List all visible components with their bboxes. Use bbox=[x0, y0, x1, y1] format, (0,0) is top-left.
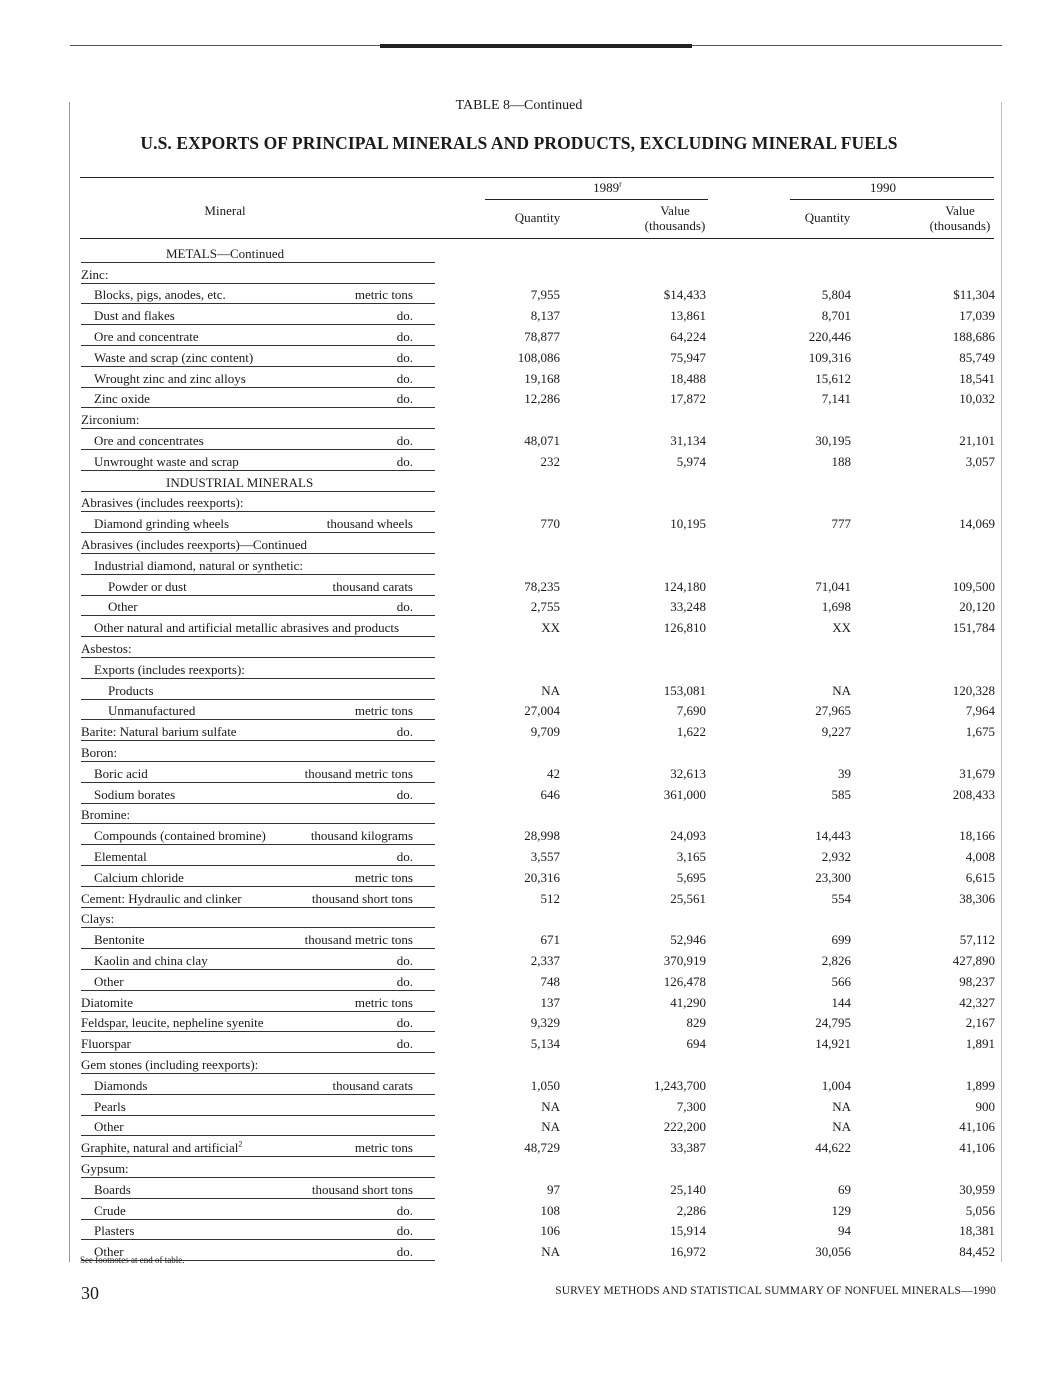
table-row bbox=[0, 741, 1038, 762]
quantity-1990: NA bbox=[832, 1119, 851, 1135]
value-1989: 126,478 bbox=[663, 973, 706, 989]
value-1990: 30,959 bbox=[959, 1181, 995, 1197]
mineral-name: Sodium borates bbox=[94, 786, 176, 802]
quantity-1989: 78,235 bbox=[524, 578, 560, 594]
quantity-1989: 137 bbox=[540, 994, 560, 1010]
header-year-1990: 1990 bbox=[870, 180, 896, 195]
table-row bbox=[0, 700, 1038, 721]
table-row bbox=[0, 949, 1038, 970]
quantity-1990: 2,932 bbox=[821, 848, 851, 864]
table-row bbox=[0, 325, 1038, 346]
mineral-name: Waste and scrap (zinc content) bbox=[94, 349, 254, 365]
quantity-1990: 7,141 bbox=[821, 391, 851, 407]
table-row bbox=[0, 1136, 1038, 1157]
quantity-1990: 39 bbox=[838, 765, 851, 781]
mineral-name: Zirconium: bbox=[81, 412, 140, 428]
value-1989: 1,243,700 bbox=[654, 1077, 706, 1093]
table-row bbox=[0, 388, 1038, 409]
quantity-1989: 8,137 bbox=[530, 308, 560, 324]
value-1990: 188,686 bbox=[952, 328, 995, 344]
value-1989: 15,914 bbox=[670, 1223, 706, 1239]
quantity-1990: 109,316 bbox=[808, 349, 851, 365]
value-1989: 124,180 bbox=[663, 578, 706, 594]
value-1990: 57,112 bbox=[959, 932, 995, 948]
mineral-name: Zinc: bbox=[81, 266, 109, 282]
page-number: 30 bbox=[81, 1283, 99, 1303]
quantity-1989: 27,004 bbox=[524, 703, 560, 719]
quantity-1989: 646 bbox=[540, 786, 560, 802]
table-row bbox=[0, 783, 1038, 804]
mineral-name: Asbestos: bbox=[81, 640, 132, 656]
quantity-1990: 94 bbox=[838, 1223, 851, 1239]
unit-label: do. bbox=[396, 1244, 413, 1260]
value-1990: 1,891 bbox=[965, 1036, 995, 1052]
mineral-name: Pearls bbox=[94, 1098, 126, 1114]
table-row bbox=[0, 346, 1038, 367]
quantity-1990: XX bbox=[832, 620, 851, 636]
header-mineral: Mineral bbox=[204, 203, 246, 218]
value-1989: 18,488 bbox=[670, 370, 706, 386]
mineral-name: Ore and concentrates bbox=[94, 432, 204, 448]
table-title: U.S. EXPORTS OF PRINCIPAL MINERALS AND PRODUCTS, EXCLUDING MINERAL FUELS bbox=[140, 133, 898, 153]
quantity-1989: 106 bbox=[540, 1223, 560, 1239]
unit-label: do. bbox=[396, 1223, 413, 1239]
value-1989: 361,000 bbox=[663, 786, 706, 802]
quantity-1990: 14,921 bbox=[815, 1036, 851, 1052]
table-row bbox=[0, 720, 1038, 741]
mineral-name: Compounds (contained bromine) bbox=[94, 828, 266, 844]
unit-label: thousand kilograms bbox=[310, 828, 413, 844]
unit-label: thousand metric tons bbox=[304, 765, 413, 781]
table-row bbox=[0, 492, 1038, 513]
quantity-1990: 144 bbox=[831, 994, 851, 1010]
quantity-1989: 48,071 bbox=[524, 432, 560, 448]
value-1989: 24,093 bbox=[670, 828, 706, 844]
header-value-1990: Value (thousands) bbox=[929, 203, 991, 233]
unit-label: do. bbox=[396, 952, 413, 968]
table-row bbox=[0, 762, 1038, 783]
mineral-name: Bentonite bbox=[94, 932, 145, 948]
value-1990: 427,890 bbox=[952, 952, 995, 968]
value-1989: 16,972 bbox=[670, 1244, 706, 1260]
value-1990: 3,057 bbox=[965, 453, 995, 469]
mineral-name: Bromine: bbox=[81, 807, 131, 823]
mineral-name: Boric acid bbox=[94, 765, 148, 781]
table-row bbox=[0, 242, 1038, 263]
unit-label: do. bbox=[396, 328, 413, 344]
mineral-name: Cement: Hydraulic and clinker bbox=[81, 890, 242, 906]
quantity-1989: NA bbox=[541, 1244, 560, 1260]
mineral-name: Diamonds bbox=[94, 1077, 148, 1093]
mineral-name: Other bbox=[108, 599, 138, 615]
value-1989: 10,195 bbox=[670, 516, 706, 532]
unit-label: thousand short tons bbox=[311, 1181, 413, 1197]
table-row bbox=[0, 991, 1038, 1012]
value-1989: $14,433 bbox=[663, 287, 706, 303]
table-row bbox=[0, 679, 1038, 700]
table-row bbox=[0, 866, 1038, 887]
table-row bbox=[0, 637, 1038, 658]
mineral-name: Diatomite bbox=[81, 994, 133, 1010]
mineral-name: Calcium chloride bbox=[94, 869, 184, 885]
quantity-1989: 232 bbox=[540, 453, 560, 469]
unit-label: thousand metric tons bbox=[304, 932, 413, 948]
mineral-name: Abrasives (includes reexports): bbox=[81, 495, 244, 511]
mineral-name: METALS—Continued bbox=[166, 245, 285, 261]
value-1989: 75,947 bbox=[670, 349, 706, 365]
unit-label: metric tons bbox=[354, 1140, 413, 1156]
mineral-name: Unmanufactured bbox=[108, 703, 196, 719]
value-1990: 41,106 bbox=[959, 1140, 995, 1156]
quantity-1989: 28,998 bbox=[524, 828, 560, 844]
footnote-marker: 2 bbox=[238, 1139, 243, 1149]
header-top-rule bbox=[80, 177, 994, 178]
quantity-1990: 777 bbox=[831, 516, 851, 532]
table-row bbox=[0, 1032, 1038, 1053]
value-1989: 5,695 bbox=[676, 869, 706, 885]
quantity-1990: 14,443 bbox=[815, 828, 851, 844]
table-row bbox=[0, 804, 1038, 825]
quantity-1989: 108 bbox=[540, 1202, 560, 1218]
value-1990: 4,008 bbox=[965, 848, 995, 864]
table-row bbox=[0, 1095, 1038, 1116]
year-1990-rule bbox=[790, 199, 994, 200]
value-1990: 151,784 bbox=[952, 620, 995, 636]
unit-label: do. bbox=[396, 349, 413, 365]
quantity-1990: 188 bbox=[831, 453, 851, 469]
value-1989: 222,200 bbox=[663, 1119, 706, 1135]
value-1990: 31,679 bbox=[959, 765, 995, 781]
quantity-1989: 48,729 bbox=[524, 1140, 560, 1156]
mineral-name: Unwrought waste and scrap bbox=[94, 453, 239, 469]
mineral-name: Clays: bbox=[81, 911, 115, 927]
quantity-1990: 5,804 bbox=[821, 287, 851, 303]
quantity-1990: 1,004 bbox=[821, 1077, 851, 1093]
table-row bbox=[0, 512, 1038, 533]
running-title: SURVEY METHODS AND STATISTICAL SUMMARY OF NONFUEL MINERALS—1990 bbox=[555, 1285, 996, 1297]
quantity-1989: NA bbox=[541, 1098, 560, 1114]
quantity-1990: 30,195 bbox=[815, 432, 851, 448]
quantity-1990: 9,227 bbox=[821, 724, 851, 740]
unit-label: do. bbox=[396, 599, 413, 615]
table-caption: TABLE 8—Continued bbox=[455, 98, 583, 113]
value-1990: 900 bbox=[975, 1098, 995, 1114]
table-row bbox=[0, 658, 1038, 679]
header-bottom-rule bbox=[80, 238, 994, 239]
header-year-1989: 1989$^r$ bbox=[593, 179, 622, 195]
quantity-1989: NA bbox=[541, 682, 560, 698]
value-1989: 126,810 bbox=[663, 620, 706, 636]
value-1990: 38,306 bbox=[959, 890, 995, 906]
quantity-1989: 1,050 bbox=[530, 1077, 560, 1093]
value-1989: 32,613 bbox=[670, 765, 706, 781]
unit-label: thousand carats bbox=[332, 578, 413, 594]
year-1989-rule bbox=[485, 199, 708, 200]
table-row bbox=[0, 575, 1038, 596]
value-1990: 6,615 bbox=[965, 869, 995, 885]
value-1990: 10,032 bbox=[959, 391, 995, 407]
table-row bbox=[0, 887, 1038, 908]
quantity-1990: 699 bbox=[831, 932, 851, 948]
quantity-1990: 585 bbox=[831, 786, 851, 802]
header-quantity-1989: Quantity bbox=[514, 210, 561, 225]
table-row bbox=[0, 284, 1038, 305]
unit-label: metric tons bbox=[354, 703, 413, 719]
value-1989: 25,140 bbox=[670, 1181, 706, 1197]
value-1990: 1,675 bbox=[965, 724, 995, 740]
value-1990: 41,106 bbox=[959, 1119, 995, 1135]
table-row bbox=[0, 408, 1038, 429]
value-1989: 41,290 bbox=[670, 994, 706, 1010]
mineral-name: Boron: bbox=[81, 744, 118, 760]
unit-label: metric tons bbox=[354, 287, 413, 303]
unit-label: do. bbox=[396, 1015, 413, 1031]
value-1989: 64,224 bbox=[670, 328, 706, 344]
mineral-name: Fluorspar bbox=[81, 1036, 131, 1052]
quantity-1990: NA bbox=[832, 1098, 851, 1114]
unit-label: do. bbox=[396, 453, 413, 469]
value-1990: 98,237 bbox=[959, 973, 995, 989]
quantity-1989: 78,877 bbox=[524, 328, 560, 344]
quantity-1990: 69 bbox=[838, 1181, 851, 1197]
value-1990: 18,541 bbox=[959, 370, 995, 386]
table-row bbox=[0, 1074, 1038, 1095]
value-1990: 1,899 bbox=[965, 1077, 995, 1093]
mineral-name: Other bbox=[94, 1119, 124, 1135]
mineral-name: Boards bbox=[94, 1181, 131, 1197]
table-row bbox=[0, 1220, 1038, 1241]
table-row bbox=[0, 1012, 1038, 1033]
table-row bbox=[0, 824, 1038, 845]
table-row bbox=[0, 616, 1038, 637]
table-row bbox=[0, 1178, 1038, 1199]
value-1990: 84,452 bbox=[959, 1244, 995, 1260]
quantity-1990: 27,965 bbox=[815, 703, 851, 719]
value-1989: 33,387 bbox=[670, 1140, 706, 1156]
value-1990: 2,167 bbox=[965, 1015, 995, 1031]
value-1989: 3,165 bbox=[676, 848, 706, 864]
unit-label: do. bbox=[396, 848, 413, 864]
quantity-1989: 5,134 bbox=[530, 1036, 560, 1052]
value-1990: 7,964 bbox=[965, 703, 995, 719]
mineral-name: Wrought zinc and zinc alloys bbox=[94, 370, 246, 386]
quantity-1989: NA bbox=[541, 1119, 560, 1135]
mineral-name: INDUSTRIAL MINERALS bbox=[166, 474, 314, 490]
quantity-1989: 671 bbox=[540, 932, 560, 948]
unit-label: do. bbox=[396, 1036, 413, 1052]
table-row bbox=[0, 471, 1038, 492]
quantity-1989: 97 bbox=[547, 1181, 560, 1197]
quantity-1990: 554 bbox=[831, 890, 851, 906]
mineral-name: Feldspar, leucite, nepheline syenite bbox=[81, 1015, 264, 1031]
table-row bbox=[0, 367, 1038, 388]
mineral-name: Graphite, natural and artificial$^2$ bbox=[81, 1139, 243, 1156]
value-1989: 694 bbox=[686, 1036, 706, 1052]
mineral-name: Dust and flakes bbox=[94, 308, 175, 324]
quantity-1990: 44,622 bbox=[815, 1140, 851, 1156]
table-row bbox=[0, 1053, 1038, 1074]
value-1990: 42,327 bbox=[959, 994, 995, 1010]
unit-label: do. bbox=[396, 1202, 413, 1218]
quantity-1990: 71,041 bbox=[815, 578, 851, 594]
unit-label: do. bbox=[396, 391, 413, 407]
quantity-1990: 24,795 bbox=[815, 1015, 851, 1031]
quantity-1990: 8,701 bbox=[821, 308, 851, 324]
unit-label: thousand carats bbox=[332, 1077, 413, 1093]
mineral-name: Abrasives (includes reexports)—Continued bbox=[81, 536, 308, 552]
table-row bbox=[0, 908, 1038, 929]
mineral-name: Gem stones (including reexports): bbox=[81, 1056, 259, 1072]
quantity-1989: 7,955 bbox=[530, 287, 560, 303]
quantity-1989: 770 bbox=[540, 516, 560, 532]
value-1989: 7,690 bbox=[676, 703, 706, 719]
unit-label: metric tons bbox=[354, 869, 413, 885]
table-row bbox=[0, 970, 1038, 991]
quantity-1989: 19,168 bbox=[524, 370, 560, 386]
mineral-name: Powder or dust bbox=[108, 578, 187, 594]
header-value-1989: Value (thousands) bbox=[644, 203, 706, 233]
mineral-name: Other bbox=[94, 1244, 124, 1260]
quantity-1990: 23,300 bbox=[815, 869, 851, 885]
value-1990: 14,069 bbox=[959, 516, 995, 532]
mineral-name: Blocks, pigs, anodes, etc. bbox=[94, 287, 226, 303]
quantity-1989: 42 bbox=[547, 765, 560, 781]
quantity-1989: 12,286 bbox=[524, 391, 560, 407]
value-1990: 85,749 bbox=[959, 349, 995, 365]
value-1990: 5,056 bbox=[965, 1202, 995, 1218]
value-1989: 13,861 bbox=[670, 308, 706, 324]
value-1989: 7,300 bbox=[676, 1098, 706, 1114]
mineral-name: Ore and concentrate bbox=[94, 328, 199, 344]
table-row bbox=[0, 1157, 1038, 1178]
table-row bbox=[0, 533, 1038, 554]
quantity-1990: 129 bbox=[831, 1202, 851, 1218]
quantity-1990: 566 bbox=[831, 973, 851, 989]
unit-label: do. bbox=[396, 370, 413, 386]
value-1989: 33,248 bbox=[670, 599, 706, 615]
unit-label: metric tons bbox=[354, 994, 413, 1010]
table-row bbox=[0, 1199, 1038, 1220]
value-1990: 18,381 bbox=[959, 1223, 995, 1239]
table-row bbox=[0, 263, 1038, 284]
value-1989: 17,872 bbox=[670, 391, 706, 407]
unit-label: do. bbox=[396, 724, 413, 740]
quantity-1990: 1,698 bbox=[821, 599, 851, 615]
unit-label: do. bbox=[396, 432, 413, 448]
quantity-1990: NA bbox=[832, 682, 851, 698]
top-rule-accent bbox=[380, 44, 692, 48]
table-row bbox=[0, 450, 1038, 471]
footnote: See footnotes at end of table. bbox=[80, 1255, 185, 1265]
quantity-1989: 748 bbox=[540, 973, 560, 989]
table-row bbox=[0, 429, 1038, 450]
quantity-1989: 3,557 bbox=[530, 848, 560, 864]
quantity-1989: 20,316 bbox=[524, 869, 560, 885]
mineral-name: Industrial diamond, natural or synthetic: bbox=[94, 557, 304, 573]
quantity-1990: 15,612 bbox=[815, 370, 851, 386]
quantity-1989: 9,709 bbox=[530, 724, 560, 740]
value-1989: 153,081 bbox=[663, 682, 706, 698]
unit-label: thousand wheels bbox=[326, 516, 413, 532]
value-1989: 5,974 bbox=[676, 453, 706, 469]
mineral-name: Other bbox=[94, 973, 124, 989]
mineral-name: Gypsum: bbox=[81, 1160, 129, 1176]
value-1989: 25,561 bbox=[670, 890, 706, 906]
mineral-name: Diamond grinding wheels bbox=[94, 516, 230, 532]
value-1990: 109,500 bbox=[952, 578, 995, 594]
value-1990: 17,039 bbox=[959, 308, 995, 324]
quantity-1990: 220,446 bbox=[808, 328, 851, 344]
quantity-1989: 2,337 bbox=[530, 952, 560, 968]
value-1990: 21,101 bbox=[959, 432, 995, 448]
unit-label: do. bbox=[396, 973, 413, 989]
mineral-name: Barite: Natural barium sulfate bbox=[81, 724, 237, 740]
mineral-name: Crude bbox=[94, 1202, 126, 1218]
mineral-name: Kaolin and china clay bbox=[94, 952, 208, 968]
value-1989: 1,622 bbox=[676, 724, 706, 740]
quantity-1989: 108,086 bbox=[517, 349, 560, 365]
unit-label: thousand short tons bbox=[311, 890, 413, 906]
mineral-name: Zinc oxide bbox=[94, 391, 150, 407]
table-row bbox=[0, 554, 1038, 575]
value-1990: 120,328 bbox=[952, 682, 995, 698]
value-1990: 20,120 bbox=[959, 599, 995, 615]
quantity-1989: 9,329 bbox=[530, 1015, 560, 1031]
mineral-name: Exports (includes reexports): bbox=[94, 661, 245, 677]
unit-label: do. bbox=[396, 308, 413, 324]
value-1989: 2,286 bbox=[676, 1202, 706, 1218]
value-1989: 52,946 bbox=[670, 932, 706, 948]
quantity-1990: 2,826 bbox=[821, 952, 851, 968]
unit-label: do. bbox=[396, 786, 413, 802]
table-row bbox=[0, 928, 1038, 949]
value-1990: 18,166 bbox=[959, 828, 995, 844]
mineral-name: Elemental bbox=[94, 848, 147, 864]
value-1989: 31,134 bbox=[670, 432, 706, 448]
quantity-1989: 2,755 bbox=[530, 599, 560, 615]
quantity-1990: 30,056 bbox=[815, 1244, 851, 1260]
quantity-1989: 512 bbox=[540, 890, 560, 906]
table-row bbox=[0, 596, 1038, 617]
mineral-name: Plasters bbox=[94, 1223, 135, 1239]
mineral-name: Other natural and artificial metallic abrasives and products bbox=[94, 620, 400, 636]
header-quantity-1990: Quantity bbox=[804, 210, 851, 225]
mineral-name: Products bbox=[108, 682, 154, 698]
value-1989: 370,919 bbox=[663, 952, 706, 968]
table-row bbox=[0, 845, 1038, 866]
table-row bbox=[0, 304, 1038, 325]
table-row bbox=[0, 1116, 1038, 1137]
value-1990: $11,304 bbox=[953, 287, 995, 303]
value-1990: 208,433 bbox=[952, 786, 995, 802]
quantity-1989: XX bbox=[541, 620, 560, 636]
value-1989: 829 bbox=[686, 1015, 706, 1031]
